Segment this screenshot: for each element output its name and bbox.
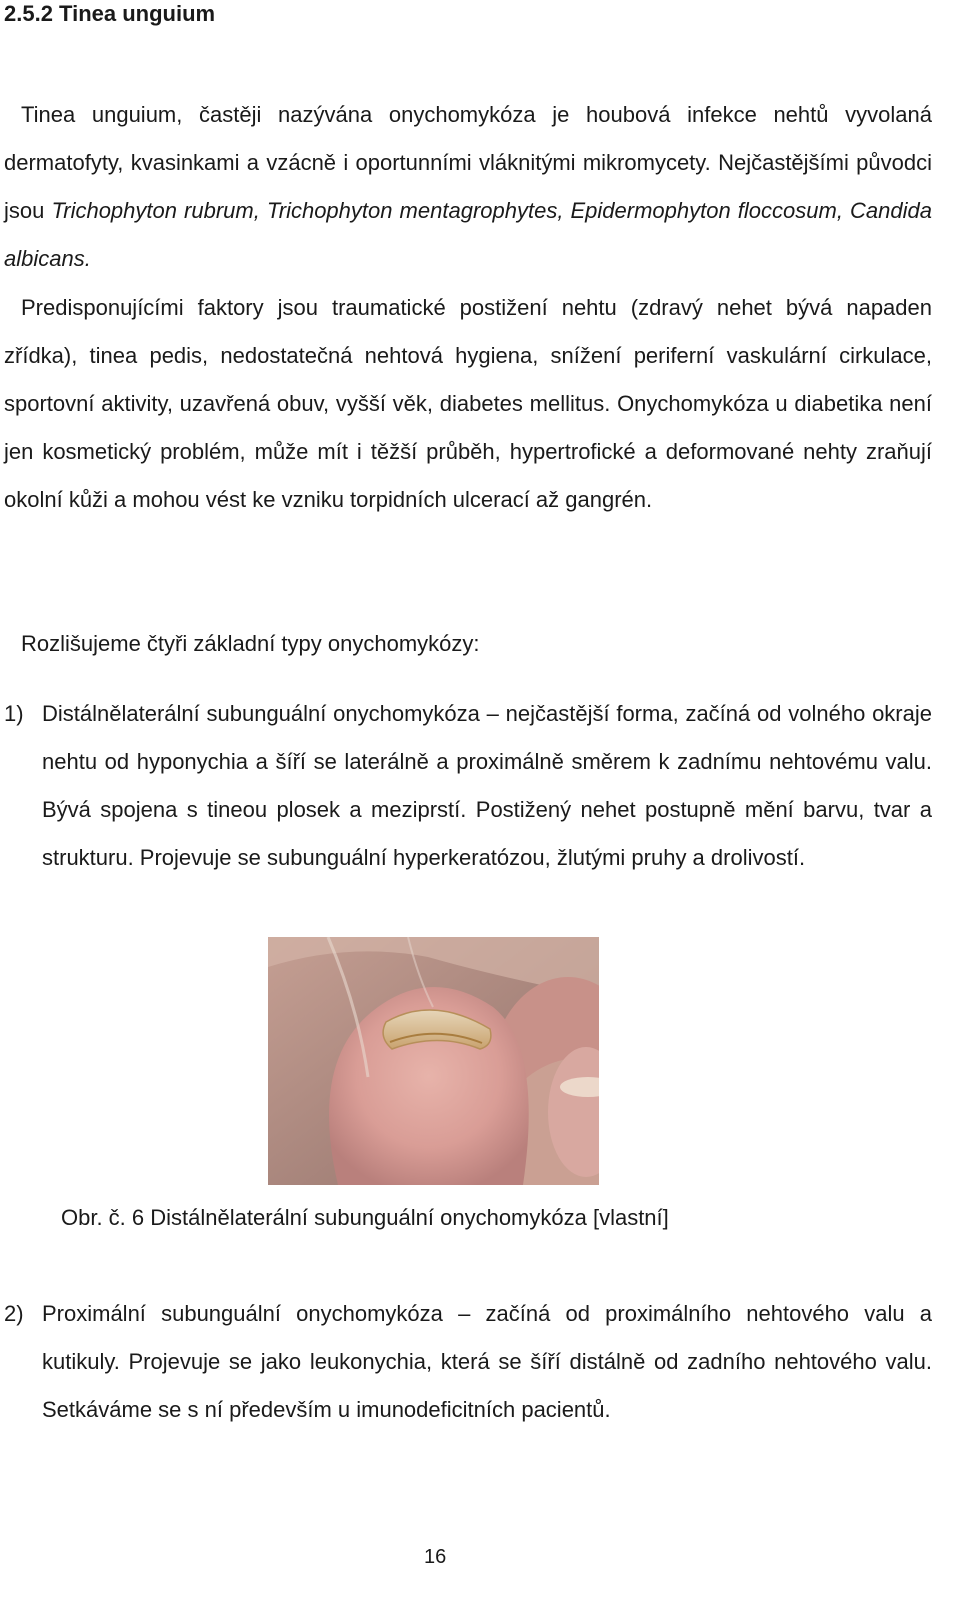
list-item-text: Distálnělaterální subunguální onychomykóza – nejčastější forma, začíná od volného okraje nehtu od hyponychia a šíří se laterálně a proximálně směrem k zadnímu nehtovému valu. Bývá spojena s tineou plosek a meziprstí. Postižený nehet postupně mění barvu, tvar a strukturu. Projevuje se subunguální hyperkeratózou, žlutými pruhy a drolivostí. [42, 701, 932, 870]
paragraph-types-intro: Rozlišujeme čtyři základní typy onychomykózy: [21, 631, 480, 656]
list-item [4, 1290, 932, 1434]
list-item-number: 1) [4, 701, 24, 726]
paragraph-predisposing-factors: Predisponujícími faktory jsou traumatické postižení nehtu (zdravý nehet bývá napaden zřídka), tinea pedis, nedostatečná nehtová hygiena, snížení periferní vaskulární cirkulace, sportovní aktivity, uzavřená obuv, vyšší věk, diabetes mellitus. Onychomykóza u diabetika není jen kosmetický problém, může mít i těžší průběh, hypertrofické a deformované nehty zraňují okolní kůži a mohou vést ke vzniku torpidních ulcerací až gangrén. [4, 295, 932, 512]
list-item-text: Proximální subunguální onychomykóza – začíná od proximálního nehtového valu a kutikuly. Projevuje se jako leukonychia, která se šíří distálně od zadního nehtového valu. Setkáváme se s ní především u imunodeficitních pacientů. [42, 1301, 932, 1422]
section-heading: 2.5.2 Tinea unguium [4, 1, 216, 26]
paragraph-intro-text: Tinea unguium, častěji nazývána onychomykóza je houbová infekce nehtů vyvolaná dermatofyty, kvasinkami a vzácně i oportunními vláknitými mikromycety. Nejčastějšími původci jsou [4, 102, 932, 223]
paragraph-intro-pathogens: Trichophyton rubrum, Trichophyton mentagrophytes, Epidermophyton floccosum, Candida albicans. [4, 198, 932, 271]
page-number: 16 [424, 1546, 447, 1568]
figure-caption: Obr. č. 6 Distálnělaterální subunguální onychomykóza [vlastní] [61, 1205, 669, 1230]
toenail-photo-illustration [268, 937, 599, 1185]
paragraph-intro [4, 91, 932, 283]
list-item [4, 690, 932, 882]
figure-toenail-photo [268, 937, 599, 1185]
list-item-number: 2) [4, 1301, 24, 1326]
